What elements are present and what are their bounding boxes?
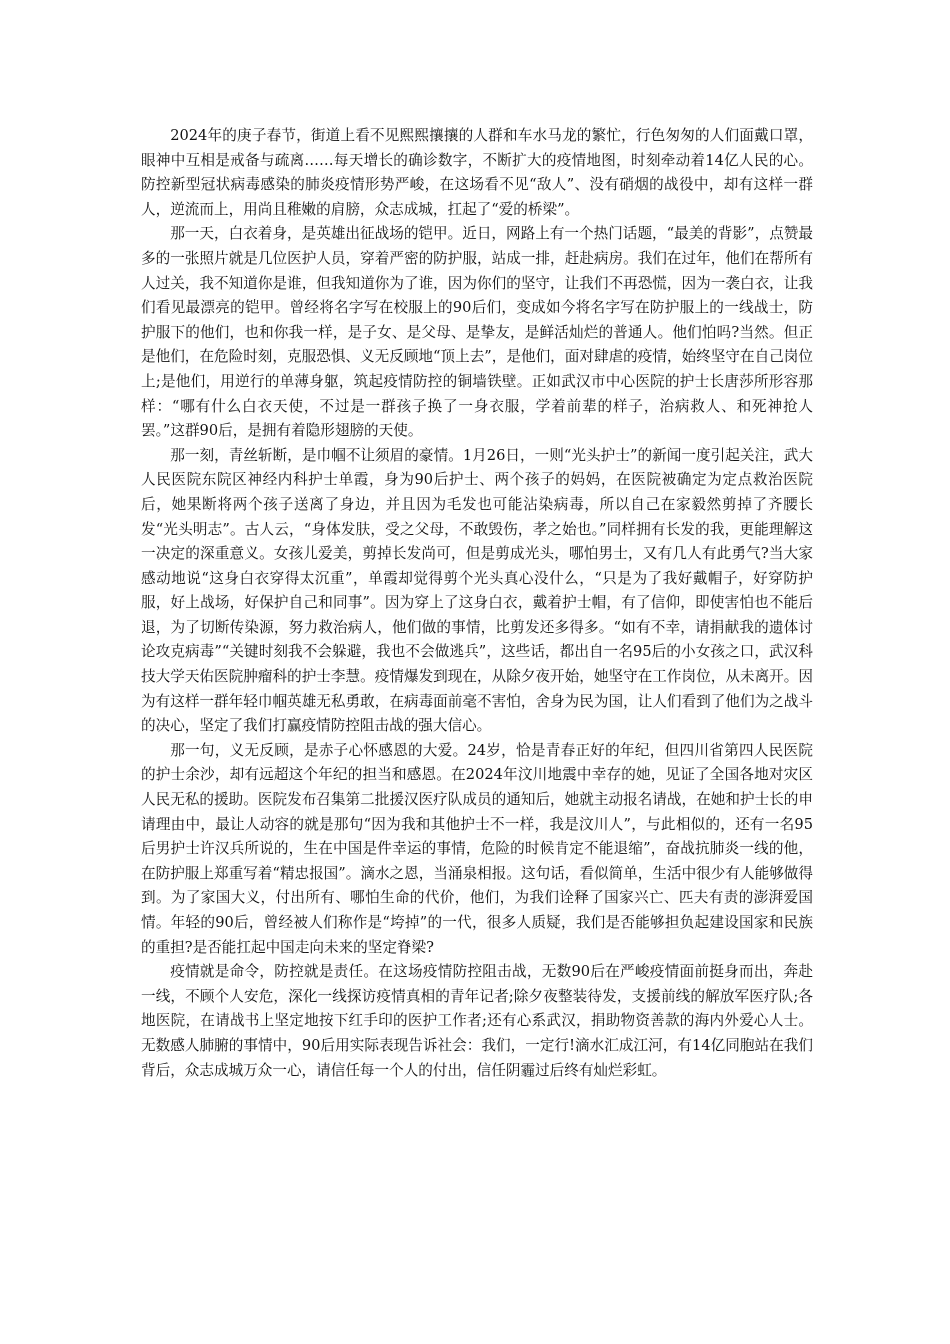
paragraph-shaved-head: 那一刻，青丝斩断，是巾帼不让须眉的豪情。1月26日，一则“光头护士”的新闻一度引起关注，武大人民医院东院区神经内科护士单霞，身为90后护士、两个孩子的妈妈，在医院被确定为定点救治医院后，她果断将两个孩子送离了身边，并且因为毛发也可能沾染病毒，所以自己在家毅然剪掉了齐腰长发“光头明志”。古人云，“身体发肤，受之父母，不敢毁伤，孝之始也。”同样拥有长发的我，更能理解这一决定的深重意义。女孩儿爱美，剪掉长发尚可，但是剪成光头，哪怕男士，又有几人有此勇气?当大家感动地说“这身白衣穿得太沉重”，单霞却觉得剪个光头真心没什么，“只是为了我好戴帽子，好穿防护服，好上战场，好保护自己和同事”。因为穿上了这身白衣，戴着护士帽，有了信仰，即使害怕也不能后退，为了切断传染源，努力救治病人，他们做的事情，比剪发还多得多。“如有不幸，请捐献我的遗体讨论攻克病毒”“关键时刻我不会躲避，我也不会做逃兵”，这些话，都出自一名95后的小女孩之口，武汉科技大学天佑医院肿瘤科的护士李慧。疫情爆发到现在，从除夕夜开始，她坚守在工作岗位，从未离开。因为有这样一群年轻巾帼英雄无私勇敢，在病毒面前毫不害怕，舍身为民为国，让人们看到了他们为之战斗的决心，坚定了我们打赢疫情防控阻击战的强大信心。 bbox=[141, 446, 813, 735]
paragraph-white-coat: 那一天，白衣着身，是英雄出征战场的铠甲。近日，网路上有一个热门话题，“最美的背影”，点赞最多的一张照片就是几位医护人员，穿着严密的防护服，站成一排，赶赴病房。我们在过年，他们在帮所有人过关，我不知道你是谁，但我知道你为了谁，因为你们的坚守，让我们不再恐慌，因为一袭白衣，让我们看见最漂亮的铠甲。曾经将名字写在校服上的90后们，变成如今将名字写在防护服上的一线战士，防护服下的他们，也和你我一样，是子女、是父母、是挚友，是鲜活灿烂的普通人。他们怕吗?当然。但正是他们，在危险时刻，克服恐惧、义无反顾地“顶上去”，是他们，面对肆虐的疫情，始终坚守在自己岗位上;是他们，用逆行的单薄身躯，筑起疫情防控的铜墙铁壁。正如武汉市中心医院的护士长唐莎所形容那样：“哪有什么白衣天使，不过是一群孩子换了一身衣服，学着前辈的样子，治病救人、和死神抢人罢。”这群90后，是拥有着隐形翅膀的天使。 bbox=[141, 225, 813, 440]
paragraph-intro: 2024年的庚子春节，街道上看不见熙熙攘攘的人群和车水马龙的繁忙，行色匆匆的人们面戴口罩，眼神中互相是戒备与疏离……每天增长的确诊数字，不断扩大的疫情地图，时刻牵动着14亿人民的心。防控新型冠状病毒感染的肺炎疫情形势严峻，在这场看不见“敌人”、没有硝烟的战役中，却有这样一群人，逆流而上，用尚且稚嫩的肩膀，众志成城，扛起了“爱的桥梁”。 bbox=[141, 127, 813, 218]
paragraph-gratitude: 那一句，义无反顾，是赤子心怀感恩的大爱。24岁，恰是青春正好的年纪，但四川省第四人民医院的护士余沙，却有远超这个年纪的担当和感恩。在2024年汶川地震中幸存的她，见证了全国各地对灾区人民无私的援助。医院发布召集第二批援汉医疗队成员的通知后，她就主动报名请战，在她和护士长的申请理由中，最让人动容的就是那句“因为我和其他护士不一样，我是汶川人”，与此相似的，还有一名95后男护士许汉兵所说的，生在中国是件幸运的事情，危险的时候肯定不能退缩”，奋战抗肺炎一线的他，在防护服上郑重写着“精忠报国”。滴水之恩，当涌泉相报。这句话，看似简单，生活中很少有人能够做得到。为了家国大义，付出所有、哪怕生命的代价，他们，为我们诠释了国家兴亡、匹夫有责的澎湃爱国情。年轻的90后，曾经被人们称作是“垮掉”的一代，很多人质疑，我们是否能够担负起建设国家和民族的重担?是否能扛起中国走向未来的坚定脊梁? bbox=[141, 741, 813, 956]
paragraph-conclusion: 疫情就是命令，防控就是责任。在这场疫情防控阻击战，无数90后在严峻疫情面前挺身而出，奔赴一线，不顾个人安危，深化一线探访疫情真相的青年记者;除夕夜整装待发，支援前线的解放军医疗队;各地医院，在请战书上坚定地按下红手印的医护工作者;还有心系武汉，捐助物资善款的海内外爱心人士。无数感人肺腑的事情中，90后用实际表现告诉社会：我们，一定行!滴水汇成江河，有14亿同胞站在我们背后，众志成城万众一心，请信任每一个人的付出，信任阴霾过后终有灿烂彩虹。 bbox=[141, 963, 813, 1079]
document-body bbox=[141, 124, 813, 1083]
